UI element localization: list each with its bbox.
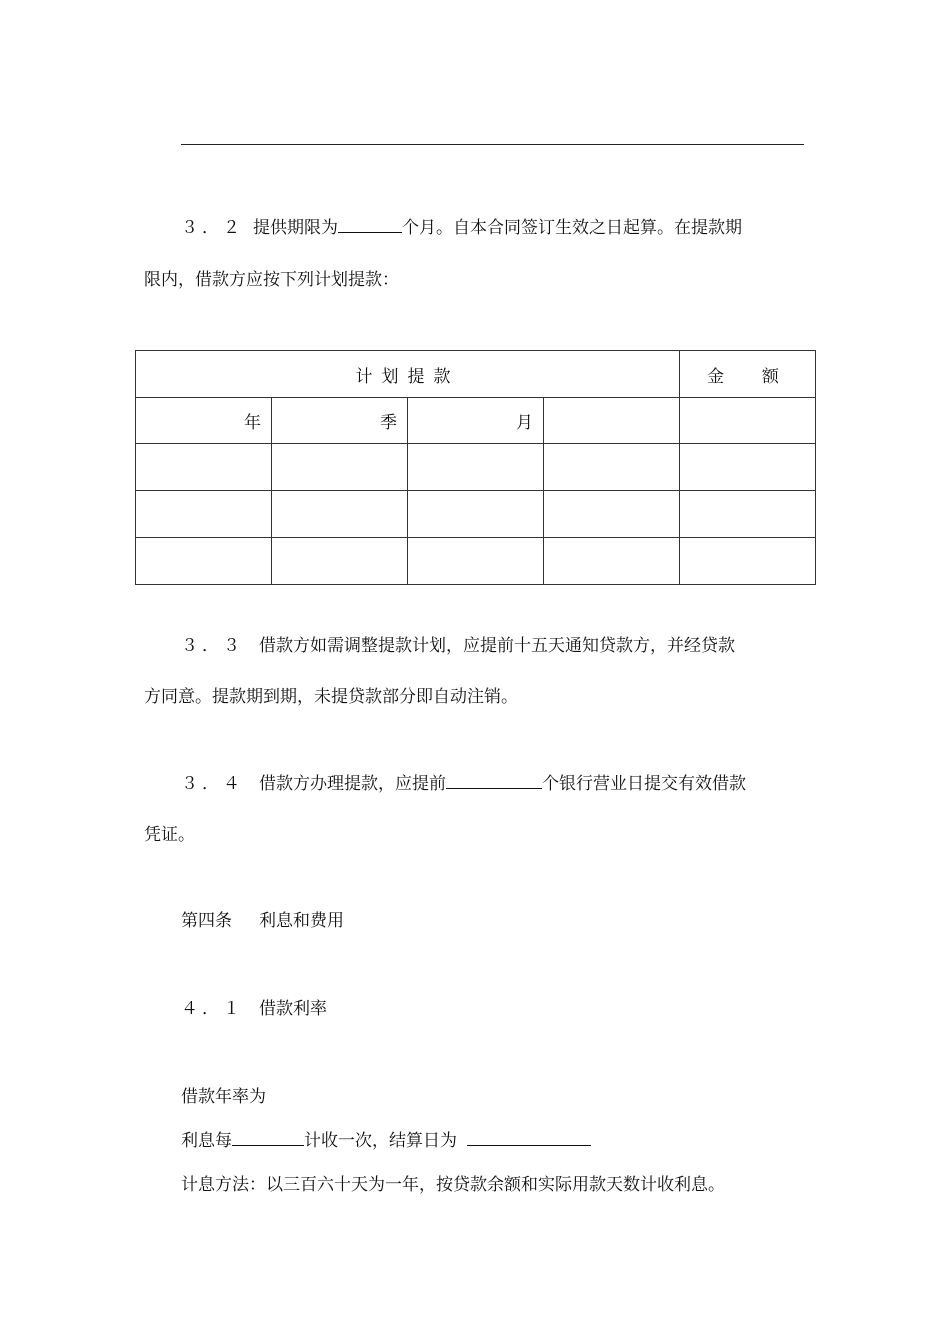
table-row bbox=[136, 538, 816, 585]
article-4-heading bbox=[181, 906, 344, 931]
clause-text: 提供期限为 bbox=[253, 218, 338, 238]
withdrawal-plan-table bbox=[135, 350, 816, 585]
settlement-date-blank bbox=[467, 1129, 591, 1146]
table-cell bbox=[680, 398, 816, 444]
clause-3-4-line2: 凭证。 bbox=[144, 825, 195, 845]
table-cell bbox=[136, 538, 272, 585]
clause-3-2-line1 bbox=[181, 213, 742, 238]
table-header-row bbox=[136, 351, 816, 398]
article-title: 第四条 bbox=[181, 911, 232, 931]
table-row bbox=[136, 444, 816, 491]
article-subtitle: 利息和费用 bbox=[259, 911, 344, 931]
clause-3-3-line2: 方同意。提款期到期，未提贷款部分即自动注销。 bbox=[144, 687, 518, 707]
clause-number: ３．２ bbox=[181, 218, 244, 238]
subheader-month: 月 bbox=[408, 398, 544, 444]
clause-3-4-line1 bbox=[181, 769, 746, 794]
interest-charge-label: 计收一次，结算日为 bbox=[304, 1131, 457, 1151]
table-cell bbox=[680, 444, 816, 491]
months-blank bbox=[338, 216, 402, 233]
table-cell bbox=[680, 491, 816, 538]
header-amount: 金 额 bbox=[680, 351, 816, 398]
subheader-year: 年 bbox=[136, 398, 272, 444]
interest-every-label: 利息每 bbox=[181, 1131, 232, 1151]
table-cell bbox=[680, 538, 816, 585]
clause-text: 借款利率 bbox=[259, 999, 327, 1019]
table-cell bbox=[544, 444, 680, 491]
table-cell bbox=[136, 444, 272, 491]
table-cell bbox=[544, 491, 680, 538]
table-cell bbox=[272, 444, 408, 491]
clause-text: 借款方如需调整提款计划，应提前十五天通知贷款方，并经贷款 bbox=[259, 636, 735, 656]
clause-number: ３．４ bbox=[181, 774, 244, 794]
clause-3-2-line2: 限内，借款方应按下列计划提款： bbox=[144, 270, 399, 290]
clause-text: 个银行营业日提交有效借款 bbox=[542, 774, 746, 794]
table-cell bbox=[408, 538, 544, 585]
clause-text: 借款方办理提款，应提前 bbox=[259, 774, 446, 794]
days-blank bbox=[446, 772, 542, 789]
interest-frequency-line bbox=[181, 1126, 591, 1151]
table-row bbox=[136, 491, 816, 538]
table-cell bbox=[272, 491, 408, 538]
calculation-method-line: 计息方法：以三百六十天为一年，按贷款余额和实际用款天数计收利息。 bbox=[181, 1175, 725, 1195]
clause-3-3-line1 bbox=[181, 631, 735, 656]
table-cell bbox=[272, 538, 408, 585]
table-cell bbox=[544, 398, 680, 444]
top-rule bbox=[181, 144, 804, 145]
table-cell bbox=[408, 444, 544, 491]
subheader-season: 季 bbox=[272, 398, 408, 444]
annual-rate-line: 借款年率为 bbox=[181, 1087, 266, 1107]
table-cell bbox=[408, 491, 544, 538]
table-cell bbox=[544, 538, 680, 585]
clause-text: 个月。自本合同签订生效之日起算。在提款期 bbox=[402, 218, 742, 238]
table-cell bbox=[136, 491, 272, 538]
clause-4-1-heading bbox=[181, 994, 327, 1019]
table-subheader-row bbox=[136, 398, 816, 444]
header-plan: 计划提款 bbox=[136, 351, 680, 398]
period-blank bbox=[232, 1129, 304, 1146]
clause-number: ３．３ bbox=[181, 636, 244, 656]
clause-number: ４．１ bbox=[181, 999, 244, 1019]
